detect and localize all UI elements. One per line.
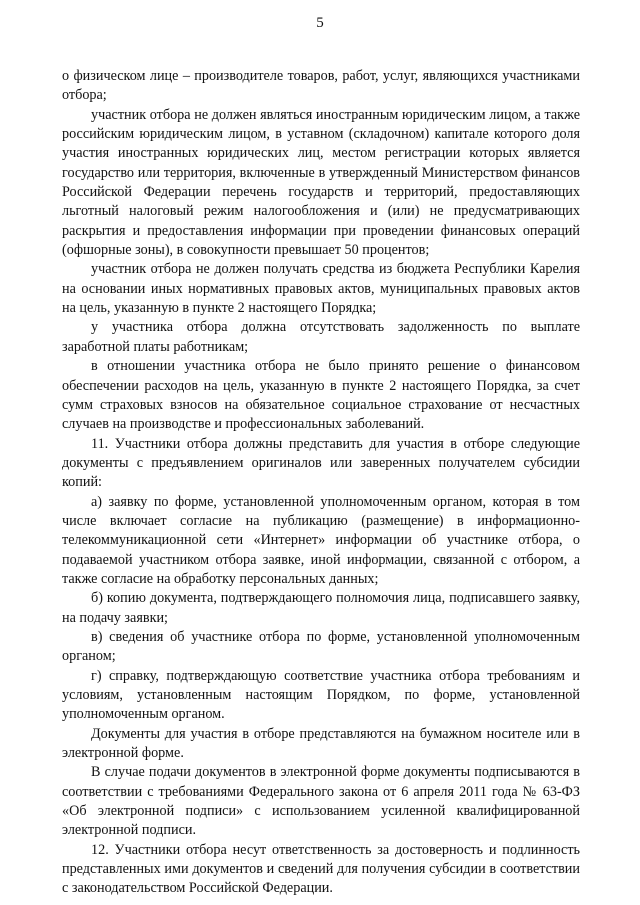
paragraph-wage-debt-requirement: у участника отбора должна отсутствовать задолженность по выплате заработной платы работникам; (62, 319, 580, 355)
paragraph-submission-format: Документы для участия в отборе представляются на бумажном носителе или в электронной форме. (62, 725, 580, 762)
paragraph-electronic-signature: В случае подачи документов в электронной форме документы подписываются в соответствии с требованиями Федерального закона от 6 апреля 2011 года № 63-ФЗ «Об электронной подписи» с использованием усиленной квалифицированной электронной подписи. (62, 764, 580, 839)
paragraph-continuation: о физическом лице – производителе товаров, работ, услуг, являющихся участниками отбора; (62, 68, 580, 104)
paragraph-foreign-entity-requirement: участник отбора не должен являться иностранным юридическим лицом, а также российским юридическим лицом, в уставном (складочном) капитале которого доля участия иностранных юридических лиц, местом регистрации которых является государство или территория, включенные в утвержденный Министерством финансов Российской Федерации перечень государств и территорий, предоставляющих льготный налоговый режим налогообложения и (или) не предусматривающих раскрытия и предоставления информации при проведении финансовых операций (офшорные зоны), в совокупности превышает 50 процентов; (62, 106, 580, 259)
list-item-a: а) заявку по форме, установленной уполномоченным органом, которая в том числе включает согласие на публикацию (размещение) в информационно-телекоммуникационной сети «Интернет» информации об участнике отбора, о подаваемой участником отбора заявке, иной информации, связанной с отбором, а также согласие на обработку персональных данных; (62, 493, 580, 587)
list-item-v: в) сведения об участнике отбора по форме, установленной уполномоченным органом; (62, 628, 580, 665)
paragraph-section-11: 11. Участники отбора должны представить для участия в отборе следующие документы с предъявлением оригиналов или заверенных получателем субсидии копий: (62, 435, 580, 491)
document-body (62, 67, 580, 899)
list-item-g: г) справку, подтверждающую соответствие участника отбора требованиям и условиям, установленным настоящим Порядком, по форме, установленной уполномоченным органом. (62, 667, 580, 723)
paragraph-section-12: 12. Участники отбора несут ответственность за достоверность и подлинность представленных ими документов и сведений для получения субсидии в соответствии с законодательством Российской Федерации. (62, 841, 580, 897)
paragraph-insurance-funding-requirement: в отношении участника отбора не было принято решение о финансовом обеспечении расходов на цель, указанную в пункте 2 настоящего Порядка, за счет сумм страховых взносов на обязательное социальное страхование от несчастных случаев на производстве и профессиональных заболеваний. (62, 358, 580, 433)
paragraph-budget-funds-requirement: участник отбора не должен получать средства из бюджета Республики Карелия на основании иных нормативных правовых актов, муниципальных правовых актов на цель, указанную в пункте 2 настоящего Порядка; (62, 261, 580, 317)
list-item-b: б) копию документа, подтверждающего полномочия лица, подписавшего заявку, на подачу заявки; (62, 590, 580, 626)
page-number: 5 (316, 15, 324, 31)
